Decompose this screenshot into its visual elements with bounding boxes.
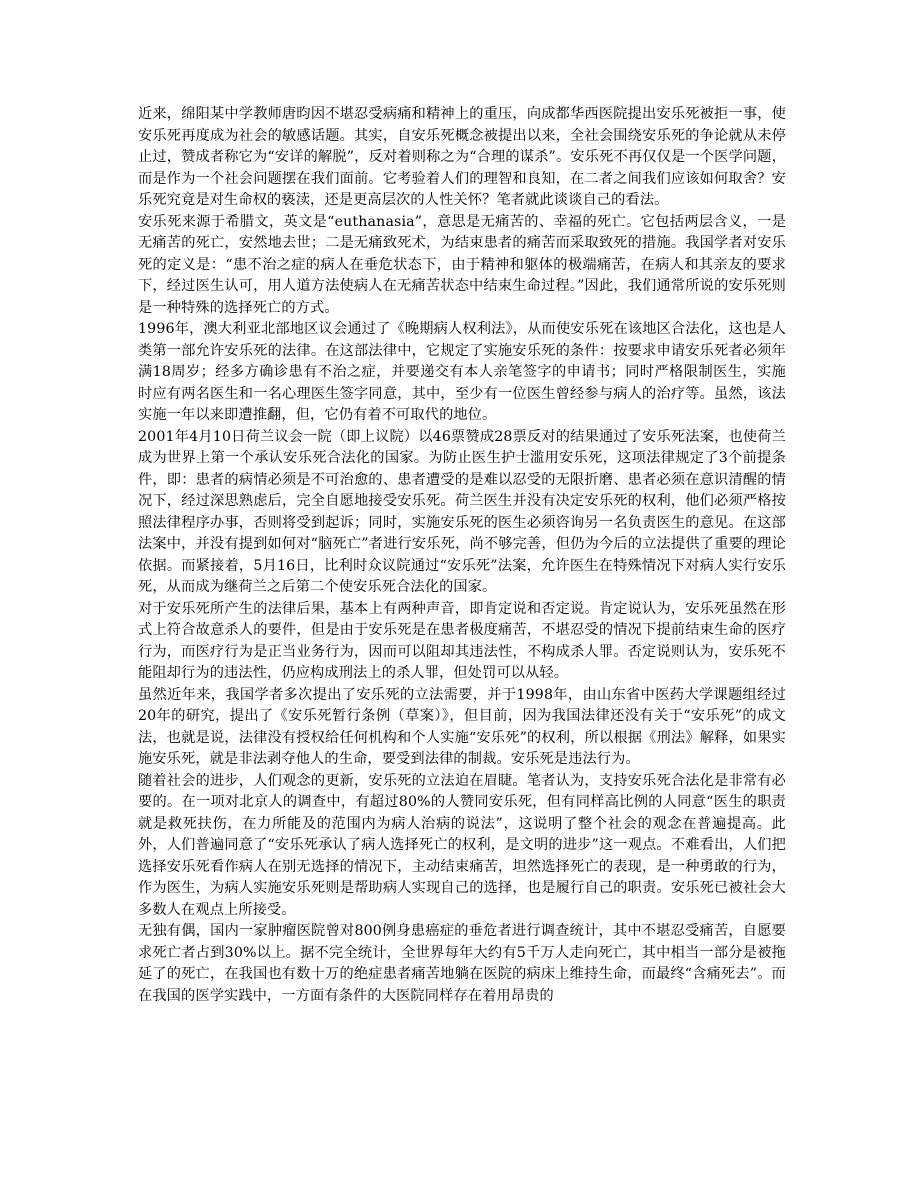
paragraph-survey: 无独有偶，国内一家肿瘤医院曾对800例身患癌症的垂危者进行调查统计，其中不堪忍受痛苦，自愿要求死亡者占到30%以上。据不完全统计，全世界每年大约有5千万人走向死亡，其中相当一部分是被拖延了的死亡，在我国也有数十万的绝症患者痛苦地躺在医院的病床上维持生命，而最终“含痛死去”。而在我国的医学实践中，一方面有条件的大医院同样存在着用昂贵的 <box>138 923 786 1004</box>
paragraph-australia-law: 1996年，澳大利亚北部地区议会通过了《晚期病人权利法》，从而使安乐死在该地区合法化，这也是人类第一部允许安乐死的法律。在这部法律中，它规定了实施安乐死的条件：按要求申请安乐死者必须年满18周岁；经多方确诊患有不治之症，并要递交有本人亲笔签字的申请书；同时严格限制医生，实施时应有两名医生和一名心理医生签字同意，其中，至少有一位医生曾经参与病人的治疗等。虽然，该法实施一年以来即遭推翻，但，它仍有着不可取代的地位。 <box>138 321 786 423</box>
paragraph-definition: 安乐死来源于希腊文，英文是“euthanasia”，意思是无痛苦的、幸福的死亡。它包括两层含义，一是无痛苦的死亡，安然地去世；二是无痛致死术，为结束患者的痛苦而采取致死的措施。我国学者对安乐死的定义是：“患不治之症的病人在垂危状态下，由于精神和躯体的极端痛苦，在病人和其亲友的要求下，经过医生认可，用人道方法使病人在无痛苦状态中结束生命过程。”因此，我们通常所说的安乐死则是一种特殊的选择死亡的方式。 <box>138 213 786 316</box>
paragraph-social-progress: 随着社会的进步，人们观念的更新，安乐死的立法迫在眉睫。笔者认为，支持安乐死合法化是非常有必要的。在一项对北京人的调查中，有超过80%的人赞同安乐死，但有同样高比例的人同意“医生的职责就是救死扶伤，在力所能及的范围内为病人治病的说法”，这说明了整个社会的观念在普遍提高。此外，人们普遍同意了“安乐死承认了病人选择死亡的权利，是文明的进步”这一观点。不难看出，人们把选择安乐死看作病人在别无选择的情况下，主动结束痛苦，坦然选择死亡的表现，是一种勇敢的行为，作为医生，为病人实施安乐死则是帮助病人实现自己的选择，也是履行自己的职责。安乐死已被社会大多数人在观点上所接受。 <box>138 772 786 918</box>
paragraph-intro: 近来，绵阳某中学教师唐昀因不堪忍受病痛和精神上的重压，向成都华西医院提出安乐死被拒一事，使安乐死再度成为社会的敏感话题。其实，自安乐死概念被提出以来，全社会围绕安乐死的争论就从未停止过，赞成者称它为“安详的解脱”，反对着则称之为“合理的谋杀”。安乐死不再仅仅是一个医学问题，而是作为一个社会问题摆在我们面前。它考验着人们的理智和良知，在二者之间我们应该如何取舍？安乐死究竟是对生命权的亵渎，还是更高层次的人性关怀？笔者就此谈谈自己的看法。 <box>138 106 786 208</box>
paragraph-china-legislation: 虽然近年来，我国学者多次提出了安乐死的立法需要，并于1998年，由山东省中医药大学课题组经过20年的研究，提出了《安乐死暂行条例（草案）》，但目前，因为我国法律还没有关于“安乐死”的成文法，也就是说，法律没有授权给任何机构和个人实施“安乐死”的权利，所以根据《刑法》解释，如果实施安乐死，就是非法剥夺他人的生命，要受到法律的制裁。安乐死是违法行为。 <box>138 686 786 767</box>
document-body <box>138 104 786 1007</box>
paragraph-netherlands-law: 2001年4月10日荷兰议会一院（即上议院）以46票赞成28票反对的结果通过了安乐死法案，也使荷兰成为世界上第一个承认安乐死合法化的国家。为防止医生护士滥用安乐死，这项法律规定了3个前提条件，即：患者的病情必须是不可治愈的、患者遭受的是难以忍受的无限折磨、患者必须在意识清醒的情况下，经过深思熟虑后，完全自愿地接受安乐死。荷兰医生并没有决定安乐死的权利，他们必须严格按照法律程序办事，否则将受到起诉；同时，实施安乐死的医生必须咨询另一名负责医生的意见。在这部法案中，并没有提到如何对“脑死亡”者进行安乐死，尚不够完善，但仍为今后的立法提供了重要的理论依据。而紧接着，5月16日，比利时众议院通过“安乐死”法案，允许医生在特殊情况下对病人实行安乐死，从而成为继荷兰之后第二个使安乐死合法化的国家。 <box>138 428 786 595</box>
paragraph-legal-consequences: 对于安乐死所产生的法律后果，基本上有两种声音，即肯定说和否定说。肯定说认为，安乐死虽然在形式上符合故意杀人的要件，但是由于安乐死是在患者极度痛苦，不堪忍受的情况下提前结束生命的医疗行为，而医疗行为是正当业务行为，因而可以阻却其违法性，不构成杀人罪。否定说则认为，安乐死不能阻却行为的违法性，仍应构成刑法上的杀人罪，但处罚可以从轻。 <box>138 600 786 681</box>
